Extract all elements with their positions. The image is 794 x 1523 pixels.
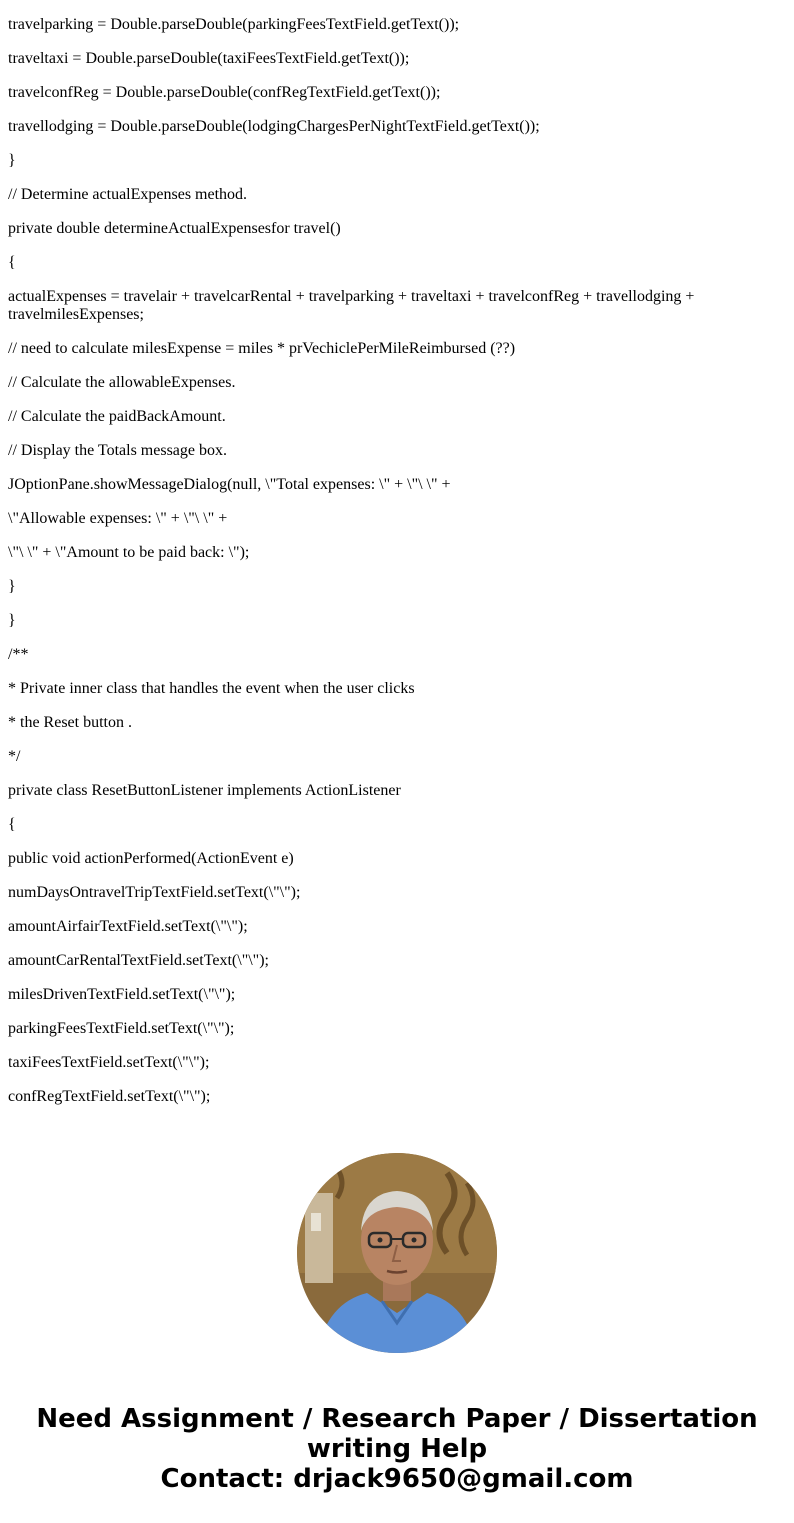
code-line: JOptionPane.showMessageDialog(null, \"Total expenses: \" + \"\ \" + — [8, 476, 451, 493]
code-line: \"Allowable expenses: \" + \"\ \" + — [8, 510, 228, 527]
code-line: } — [8, 612, 16, 629]
code-line: traveltaxi = Double.parseDouble(taxiFeesTextField.getText()); — [8, 50, 410, 67]
code-line: travellodging = Double.parseDouble(lodgingChargesPerNightTextField.getText()); — [8, 118, 540, 135]
code-line: * Private inner class that handles the event when the user clicks — [8, 680, 415, 697]
code-line: actualExpenses = travelair + travelcarRental + travelparking + traveltaxi + travelconfReg + travellodging + travelmilesExpenses; — [8, 288, 695, 323]
code-line: } — [8, 578, 16, 595]
code-line: { — [8, 816, 16, 833]
code-line: // Display the Totals message box. — [8, 442, 227, 459]
code-line: milesDrivenTextField.setText(\"\"); — [8, 986, 236, 1003]
code-line: amountAirfairTextField.setText(\"\"); — [8, 918, 248, 935]
code-line: // Calculate the allowableExpenses. — [8, 374, 236, 391]
promo-banner — [0, 1404, 794, 1494]
code-line: // Calculate the paidBackAmount. — [8, 408, 226, 425]
code-line: parkingFeesTextField.setText(\"\"); — [8, 1020, 235, 1037]
code-line: * the Reset button . — [8, 714, 132, 731]
code-line: private double determineActualExpensesfor travel() — [8, 220, 341, 237]
code-line: } — [8, 152, 16, 169]
promo-line-2: writing Help — [306, 1434, 488, 1464]
code-line: taxiFeesTextField.setText(\"\"); — [8, 1054, 210, 1071]
code-line: amountCarRentalTextField.setText(\"\"); — [8, 952, 269, 969]
code-line: */ — [8, 748, 21, 765]
code-line: \"\ \" + \"Amount to be paid back: \"); — [8, 544, 250, 561]
code-line: /** — [8, 646, 29, 663]
code-line: // Determine actualExpenses method. — [8, 186, 248, 203]
author-avatar — [297, 1153, 497, 1353]
code-line: { — [8, 254, 16, 271]
code-line: // need to calculate milesExpense = miles * prVechiclePerMileReimbursed (??) — [8, 340, 516, 357]
code-line: private class ResetButtonListener implements ActionListener — [8, 782, 401, 799]
promo-contact: Contact: drjack9650@gmail.com — [160, 1464, 634, 1494]
promo-line-1: Need Assignment / Research Paper / Dissertation — [36, 1404, 758, 1434]
code-line: public void actionPerformed(ActionEvent e) — [8, 850, 294, 867]
code-line: travelconfReg = Double.parseDouble(confRegTextField.getText()); — [8, 84, 441, 101]
person-photo-icon — [297, 1153, 497, 1353]
code-line: travelparking = Double.parseDouble(parkingFeesTextField.getText()); — [8, 16, 460, 33]
code-line: numDaysOntravelTripTextField.setText(\"\"); — [8, 884, 301, 901]
code-line: confRegTextField.setText(\"\"); — [8, 1088, 211, 1105]
code-document — [8, 0, 786, 1122]
